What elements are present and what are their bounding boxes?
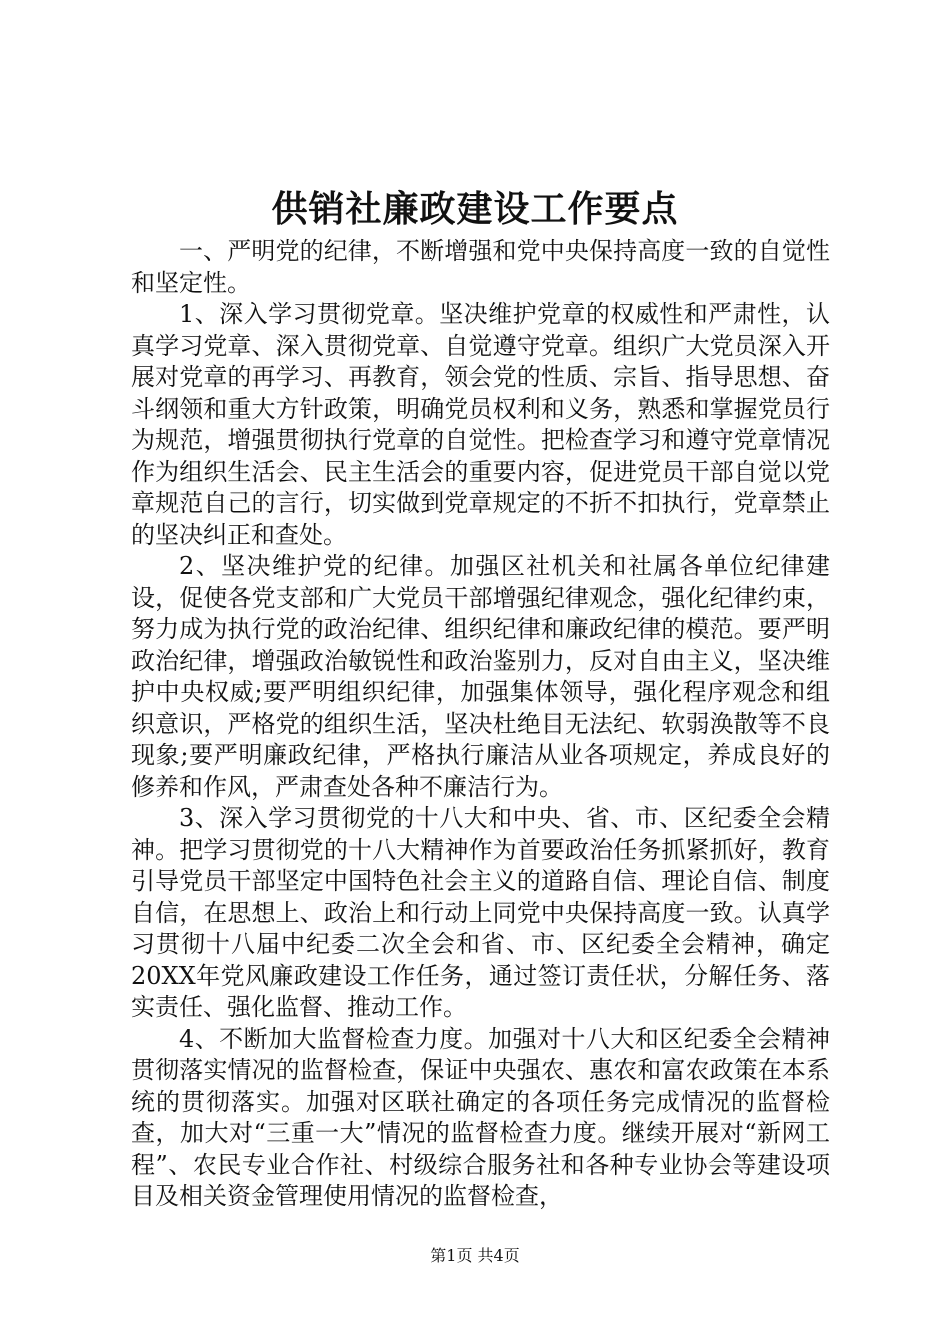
document-body bbox=[131, 236, 830, 1213]
page-number: 第1页 共4页 bbox=[430, 1246, 520, 1265]
section-heading: 一、严明党的纪律，不断增强和党中央保持高度一致的自觉性和坚定性。 bbox=[131, 237, 830, 297]
paragraph: 1、深入学习贯彻党章。坚决维护党章的权威性和严肃性，认真学习党章、深入贯彻党章、自觉遵守党章。组织广大党员深入开展对党章的再学习、再教育，领会党的性质、宗旨、指导思想、奋斗纲领和重大方针政策，明确党员权利和义务，熟悉和掌握党员行为规范，增强贯彻执行党章的自觉性。把检查学习和遵守党章情况作为组织生活会、民主生活会的重要内容，促进党员干部自觉以党章规范自己的言行，切实做到党章规定的不折不扣执行，党章禁止的坚决纠正和查处。 bbox=[131, 300, 830, 549]
paragraph: 4、不断加大监督检查力度。加强对十八大和区纪委全会精神贯彻落实情况的监督检查，保证中央强农、惠农和富农政策在本系统的贯彻落实。加强对区联社确定的各项任务完成情况的监督检查，加大对“三重一大”情况的监督检查力度。继续开展对“新网工程”、农民专业合作社、村级综合服务社和各种专业协会等建设项目及相关资金管理使用情况的监督检查， bbox=[131, 1024, 830, 1210]
paragraph: 2、坚决维护党的纪律。加强区社机关和社属各单位纪律建设，促使各党支部和广大党员干部增强纪律观念，强化纪律约束，努力成为执行党的政治纪律、组织纪律和廉政纪律的模范。要严明政治纪律，增强政治敏锐性和政治鉴别力，反对自由主义，坚决维护中央权威;要严明组织纪律，加强集体领导，强化程序观念和组织意识，严格党的组织生活，坚决杜绝目无法纪、软弱涣散等不良现象;要严明廉政纪律，严格执行廉洁从业各项规定，养成良好的修养和作风，严肃查处各种不廉洁行为。 bbox=[131, 552, 830, 801]
paragraph: 3、深入学习贯彻党的十八大和中央、省、市、区纪委全会精神。把学习贯彻党的十八大精神作为首要政治任务抓紧抓好，教育引导党员干部坚定中国特色社会主义的道路自信、理论自信、制度自信，在思想上、政治上和行动上同党中央保持高度一致。认真学习贯彻十八届中纪委二次全会和省、市、区纪委全会精神，确定20XX年党风廉政建设工作任务，通过签订责任状，分解任务、落实责任、强化监督、推动工作。 bbox=[131, 804, 830, 1021]
document-title: 供销社廉政建设工作要点 bbox=[271, 188, 679, 230]
